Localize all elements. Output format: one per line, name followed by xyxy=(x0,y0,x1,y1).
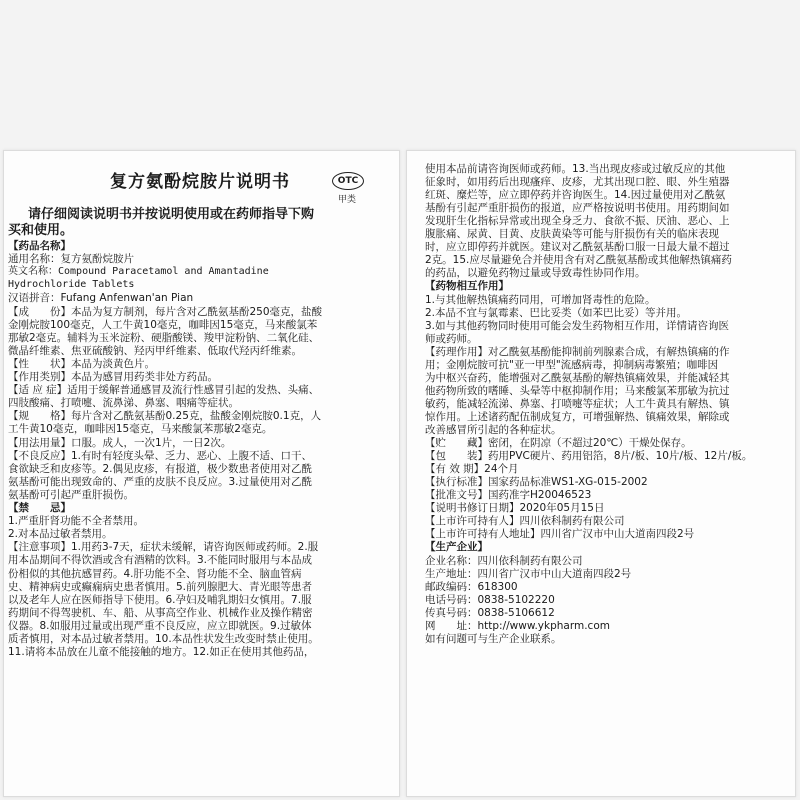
right-text-line: 2克。15.应尽量避免合并使用含有对乙酰氨基酚或其他解热镇痛药 xyxy=(425,254,732,267)
right-text-line: 【说明书修订日期】2020年05月15日 xyxy=(425,502,605,515)
left-text-line: 质者慎用，对本品过敏者禁用。10.本品性状发生改变时禁止使用。 xyxy=(8,633,319,645)
right-text-line: 邮政编码：618300 xyxy=(425,580,518,593)
left-text-line: 以及老年人应在医师指导下使用。6.孕妇及哺乳期妇女慎用。7.服 xyxy=(8,593,312,606)
right-text-line: 电话号码：0838-5102220 xyxy=(425,593,555,606)
right-text-line: 【包 装】药用PVC硬片、药用铝箔，8片/板、10片/板、12片/板。 xyxy=(425,450,753,463)
right-text-line: 【执行标准】国家药品标准WS1-XG-015-2002 xyxy=(425,476,648,489)
right-text-line: 腹胀痛、尿黄、目黄、皮肤黄染等可能与肝损伤有关的临床表现 xyxy=(425,228,719,241)
right-text-line: 【上市许可持有人】四川依科制药有限公司 xyxy=(425,515,625,528)
right-text-line: 1.与其他解热镇痛药同用，可增加肾毒性的危险。 xyxy=(425,293,656,306)
right-text-line: 如有问题可与生产企业联系。 xyxy=(425,632,562,645)
left-text-line: 史、精神病史或癫痫病史患者慎用。5.前列腺肥大、青光眼等患者 xyxy=(8,580,313,593)
left-text-line: 【用法用量】口服。成人，一次1片，一日2次。 xyxy=(8,436,232,449)
right-text-line: 传真号码：0838-5106612 xyxy=(425,606,555,619)
left-text-line: 微晶纤维素、焦亚硫酸钠、羟丙甲纤维素、低取代羟丙纤维素。 xyxy=(8,344,302,357)
right-text-line: 改善感冒所引起的各种症状。 xyxy=(425,424,562,436)
usage-notice-line-1: 请仔细阅读说明书并按说明使用或在药师指导下购 xyxy=(28,207,315,222)
left-text-line: 【性 状】本品为淡黄色片。 xyxy=(8,357,155,370)
right-text-line: 生产地址：四川省广汉市中山大道南四段2号 xyxy=(425,567,632,580)
right-text-line: 【贮 藏】密闭，在阴凉（不超过20℃）干燥处保存。 xyxy=(425,437,692,450)
left-text-line: 【注意事项】1.用药3-7天，症状未缓解，请咨询医师或药师。2.服 xyxy=(8,541,319,554)
left-text-line: 药期间不得驾驶机、车、船、从事高空作业、机械作业及操作精密 xyxy=(8,606,313,619)
left-text-line: 【不良反应】1.有时有轻度头晕、乏力、恶心、上腹不适、口干、 xyxy=(8,449,313,462)
right-text-line: 敏药，能减轻流涕、鼻塞、打喷嚏等症状；人工牛黄具有解热、镇 xyxy=(425,397,730,410)
left-text-line: 汉语拼音：Fufang Anfenwan'an Pian xyxy=(8,292,194,305)
right-text-line: 企业名称：四川依科制药有限公司 xyxy=(425,554,583,567)
left-text-line: 【药品名称】 xyxy=(8,240,71,252)
right-text-line: 他药物所致的嗜睡、头晕等中枢抑制作用；马来酸氯苯那敏为抗过 xyxy=(425,384,730,397)
left-text-line: 1.严重肝肾功能不全者禁用。 xyxy=(8,515,145,528)
right-text-line: 【有 效 期】24个月 xyxy=(425,463,519,476)
left-text-line: 11.请将本品放在儿童不能接触的地方。12.如正在使用其他药品， xyxy=(8,646,315,659)
right-text-line: 师或药师。 xyxy=(425,332,478,345)
left-text-line: 食欲缺乏和皮疹等。2.偶见皮疹，有报道，极少数患者使用对乙酰 xyxy=(8,462,313,475)
right-text-line: 2.本品不宜与氯霉素、巴比妥类（如苯巴比妥）等并用。 xyxy=(425,306,688,319)
left-text-line: 通用名称：复方氨酚烷胺片 xyxy=(8,253,134,266)
right-text-line: 3.如与其他药物同时使用可能会发生药物相互作用，详情请咨询医 xyxy=(425,319,730,332)
left-text-line: Hydrochloride Tablets xyxy=(8,279,135,291)
left-text-line: 四肢酸痛、打喷嚏、流鼻涕、鼻塞、咽痛等症状。 xyxy=(8,397,239,410)
right-text-line: 用；金刚烷胺可抗"亚一甲型"流感病毒，抑制病毒繁殖；咖啡因 xyxy=(425,358,719,371)
right-text-line: 红斑、糜烂等，应立即停药并咨询医生。14.因过量使用对乙酰氨 xyxy=(425,189,726,202)
right-text-line: 的药品，以避免药物过量或导致毒性协同作用。 xyxy=(425,267,646,280)
left-text-line: 【规 格】每片含对乙酰氨基酚0.25克，盐酸金刚烷胺0.1克，人 xyxy=(8,410,322,423)
left-text-line: 份相似的其他抗感冒药。4.肝功能不全、肾功能不全、脑血管病 xyxy=(8,567,302,580)
left-text-line: 氨基酚可引起严重肝损伤。 xyxy=(8,488,134,501)
right-text-line: 惊作用。上述诸药配伍制成复方，可增强解热、镇痛效果，解除或 xyxy=(425,410,730,423)
right-text-line: 【药理作用】对乙酰氨基酚能抑制前列腺素合成，有解热镇痛的作 xyxy=(425,345,730,358)
right-text-line: 【药物相互作用】 xyxy=(425,280,509,293)
left-text-line: 那敏2毫克。辅料为玉米淀粉、硬脂酸镁、羧甲淀粉钠、二氧化硅、 xyxy=(8,331,320,344)
left-text-line: 用本品期间不得饮酒或含有酒精的饮料。3.不能同时服用与本品成 xyxy=(8,554,313,567)
left-text-line: 【成 份】本品为复方制剂，每片含对乙酰氨基酚250毫克，盐酸 xyxy=(8,305,323,318)
right-text-line: 网 址：http://www.ykpharm.com xyxy=(425,619,610,632)
left-text-line: 仪器。8.如服用过量或出现严重不良反应，应立即就医。9.过敏体 xyxy=(8,619,312,632)
otc-badge: OTC xyxy=(332,172,364,190)
right-text-line: 征象时，如用药后出现瘙痒、皮疹，尤其出现口腔、眼、外生殖器 xyxy=(425,176,730,189)
right-text-line: 时，应立即停药并就医。建议对乙酰氨基酚口服一日最大量不超过 xyxy=(425,241,730,254)
left-text-line: 英文名称：Compound Paracetamol and Amantadine xyxy=(8,266,269,278)
right-text-line: 【生产企业】 xyxy=(425,541,488,554)
left-text-line: 工牛黄10毫克，咖啡因15毫克，马来酸氯苯那敏2毫克。 xyxy=(8,423,273,436)
left-text-line: 氨基酚可能出现致命的、严重的皮肤不良反应。3.过量使用对乙酰 xyxy=(8,475,313,488)
otc-class-label: 甲类 xyxy=(338,195,357,205)
left-text-line: 【作用类别】本品为感冒用药类非处方药品。 xyxy=(8,371,218,383)
right-text-line: 基酚有引起严重肝损伤的报道，应严格按说明书使用。用药期间如 xyxy=(425,202,730,215)
right-text-line: 【上市许可持有人地址】四川省广汉市中山大道南四段2号 xyxy=(425,528,695,541)
right-text-line: 使用本品前请咨询医师或药师。13.当出现皮疹或过敏反应的其他 xyxy=(425,163,726,175)
leaflet-title: 复方氨酚烷胺片说明书 xyxy=(110,172,290,192)
right-text-line: 【批准文号】国药准字H20046523 xyxy=(425,489,592,502)
left-text-line: 2.对本品过敏者禁用。 xyxy=(8,528,113,541)
left-text-line: 【禁 忌】 xyxy=(8,502,71,514)
usage-notice-line-2: 买和使用。 xyxy=(8,223,74,238)
right-text-line: 发现肝生化指标异常或出现全身乏力、食欲不振、厌油、恶心、上 xyxy=(425,215,730,228)
left-text-line: 【适 应 症】适用于缓解普通感冒及流行性感冒引起的发热、头痛、 xyxy=(8,384,320,397)
right-text-line: 为中枢兴奋药，能增强对乙酰氨基酚的解热镇痛效果，并能减轻其 xyxy=(425,371,730,384)
left-text-line: 金刚烷胺100毫克，人工牛黄10毫克，咖啡因15毫克，马来酸氯苯 xyxy=(8,318,318,331)
